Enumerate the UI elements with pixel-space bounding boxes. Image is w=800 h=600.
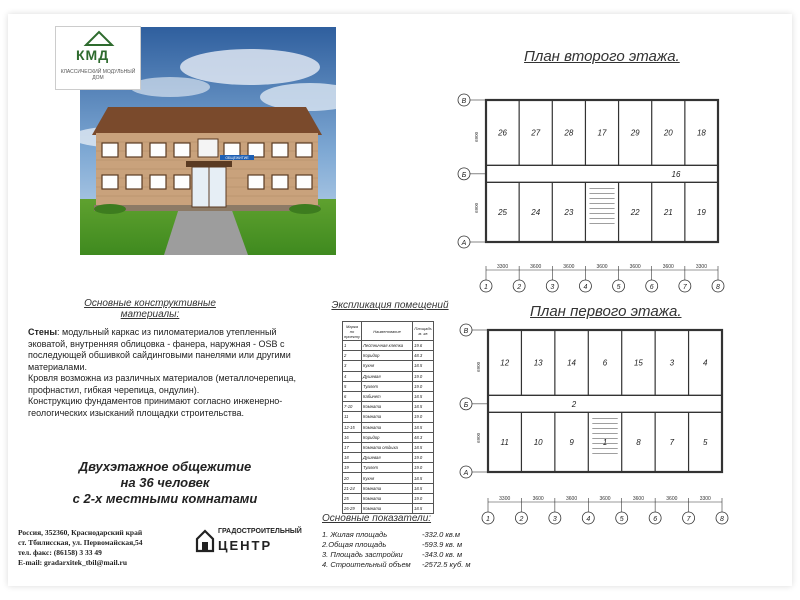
company-logo: [196, 528, 302, 556]
axis-label: 4: [586, 516, 591, 523]
project-title: Двухэтажное общежитие на 36 человек с 2-х местными комнатами: [72, 459, 258, 506]
logo-mark: КМД: [76, 47, 110, 63]
room-label: 12: [500, 358, 510, 368]
table-row: 12-15 Комната 18.5: [343, 422, 434, 432]
table-row: 11 Комната 19.0: [343, 412, 434, 422]
room-label: 22: [630, 208, 640, 218]
explication-title: Экспликация помещений: [331, 300, 449, 311]
corridor-label: 2: [571, 399, 577, 409]
dimension-label: 3600: [532, 496, 544, 502]
dimension-label: 6900: [476, 361, 481, 372]
axis-label: 2: [517, 284, 522, 291]
axis-label: 6: [649, 284, 654, 291]
indicator-row: 3. Площадь застройки -343.0 кв. м: [322, 550, 463, 559]
room-label: 17: [597, 128, 607, 138]
materials-title: Основные конструктивные материалы:: [84, 298, 216, 320]
plan2-title: План второго этажа.: [524, 48, 680, 65]
room-label: 1: [602, 438, 608, 448]
house-icon: [196, 530, 214, 552]
room-label: 10: [533, 438, 543, 448]
axis-label: 8: [716, 284, 720, 291]
room-label: 28: [564, 128, 574, 138]
room-label: 27: [531, 128, 541, 138]
axis-label: 1: [486, 516, 490, 523]
dimension-label: 3600: [596, 264, 608, 270]
room-label: 23: [564, 208, 574, 218]
room-label: 5: [703, 438, 708, 448]
room-label: 18: [696, 128, 706, 138]
room-label: 15: [633, 358, 643, 368]
axis-label: Б: [461, 171, 467, 179]
indicator-row: 4. Строительный объем -2572.5 куб. м: [322, 560, 471, 569]
dimension-label: 3600: [666, 496, 678, 502]
explication-header: Марка по проекту: [344, 323, 361, 339]
table-row: 1 Лестничная клетка 19.6: [343, 341, 434, 351]
room-label: 8: [636, 438, 641, 448]
axis-label: 6: [653, 516, 658, 523]
axis-label: А: [461, 240, 467, 247]
logo-subtitle: КЛАССИЧЕСКИЙ МОДУЛЬНЫЙ ДОМ: [60, 69, 136, 81]
dimension-label: 3600: [530, 264, 542, 270]
dimension-label: 3300: [499, 496, 511, 502]
table-row: 19 Туалет 19.0: [343, 463, 434, 473]
dimension-label: 3300: [695, 264, 707, 270]
building-sign: ОБЩЕЖИТИЕ: [225, 156, 249, 160]
room-label: 6: [602, 358, 608, 368]
explication-header: Площадь м. кв: [413, 322, 434, 341]
room-label: 9: [569, 438, 574, 448]
dimension-label: 6900: [476, 432, 481, 443]
explication-header: Наименование: [362, 322, 413, 341]
room-label: 24: [531, 208, 541, 218]
room-label: 14: [567, 358, 577, 368]
table-row: 5 Туалет 19.0: [343, 381, 434, 391]
plan1-title: План первого этажа.: [530, 303, 682, 320]
indicators-title: Основные показатели:: [322, 513, 432, 524]
axis-label: В: [463, 328, 469, 335]
dimension-label: 6900: [474, 202, 479, 213]
dimension-label: 6900: [474, 131, 479, 142]
table-row: 20 Кухня 18.5: [343, 473, 434, 483]
axis-label: 7: [682, 284, 687, 291]
indicator-row: 2.Общая площадь -593.9 кв. м: [322, 540, 463, 549]
table-row: 3 Кухня 18.5: [343, 361, 434, 371]
room-label: 7: [669, 438, 675, 448]
room-label: 21: [663, 208, 673, 218]
room-label: 11: [500, 438, 509, 448]
dimension-label: 3600: [632, 496, 644, 502]
axis-label: 5: [619, 516, 624, 523]
axis-label: 3: [550, 284, 555, 291]
table-row: 7-10 Комната 18.5: [343, 402, 434, 412]
table-row: 25 Комната 19.0: [343, 493, 434, 503]
axis-label: 3: [552, 516, 557, 523]
room-label: 3: [669, 358, 675, 368]
indicators-list: [322, 530, 492, 570]
dimension-label: 3300: [699, 496, 711, 502]
table-row: 17 Комната отдыха 18.5: [343, 442, 434, 452]
room-label: 29: [630, 128, 640, 138]
axis-label: 5: [616, 284, 621, 291]
table-row: 21-24 Комната 18.5: [343, 483, 434, 493]
axis-label: А: [463, 470, 469, 477]
table-row: 2 Коридор 48.3: [343, 351, 434, 361]
table-row: 4 Душевая 19.0: [343, 371, 434, 381]
axis-label: Б: [463, 401, 469, 409]
indicator-row: 1. Жилая площадь -332.0 кв.м: [322, 530, 461, 539]
dimension-label: 3600: [599, 496, 611, 502]
dimension-label: 3600: [662, 264, 674, 270]
axis-label: 1: [484, 284, 488, 291]
table-row: 26-29 Комната 18.5: [343, 504, 434, 514]
explication-table: [342, 321, 434, 514]
dimension-label: 3600: [566, 496, 578, 502]
room-label: 25: [498, 208, 508, 218]
corridor-label: 16: [671, 169, 681, 179]
table-row: 18 Душевая 19.0: [343, 453, 434, 463]
axis-label: В: [461, 98, 467, 105]
room-label: 4: [703, 358, 708, 368]
room-label: 19: [696, 208, 706, 218]
dimension-label: 3600: [563, 264, 575, 270]
company-name-line2: ЦЕНТР: [218, 538, 273, 553]
room-label: 26: [498, 128, 508, 138]
axis-label: 8: [720, 516, 724, 523]
company-name-line1: ГРАДОСТРОИТЕЛЬНЫЙ: [218, 528, 302, 535]
axis-label: 7: [686, 516, 691, 523]
materials-description: Стены: модульный каркас из пиломатериалов утепленный эковатой, внутренняя облицовка - фанера, наружная - OSB с последующей обшивкой сайдинговыми панелями или другими материалами. Кровля возможна из различных материалов (металлочерепица, профнастил, гибкая черепица, ондулин). Конструкцию фундаментов принимают согласно инженерно- геологических изысканий площадки строительства.: [28, 327, 297, 418]
table-row: 16 Коридор 48.3: [343, 432, 434, 442]
table-row: 6 Кабинет 18.5: [343, 391, 434, 401]
dimension-label: 3300: [497, 264, 509, 270]
plan-outline: [488, 330, 722, 472]
contact-info: Россия, 352360, Краснодарский край ст. Тбилисская, ул. Первомайская,54 тел. факс: (86158) 3 33 49 E-mail: gradarxitek_tbil@mail.ru: [18, 528, 143, 567]
axis-label: 2: [519, 516, 524, 523]
room-label: 20: [663, 128, 673, 138]
axis-label: 4: [583, 284, 588, 291]
dimension-label: 3600: [629, 264, 641, 270]
room-label: 13: [533, 358, 543, 368]
